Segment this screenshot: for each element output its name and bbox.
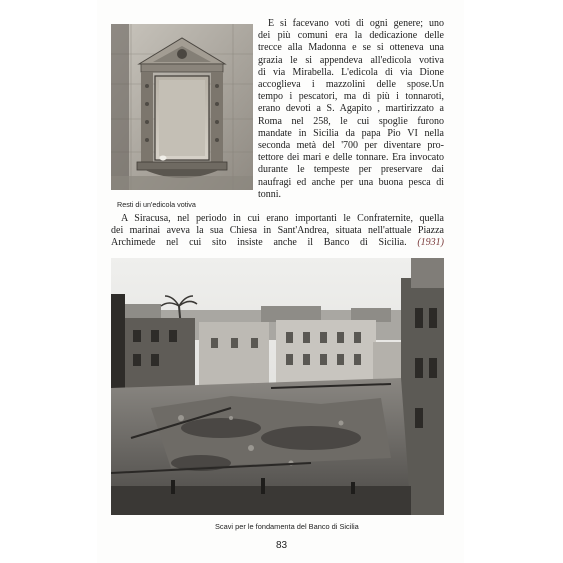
text-line: dei più comuni era la dedicazione delle [258,30,444,42]
top-figure-caption: Resti di un'edicola votiva [117,200,196,209]
text-line: tempo i pescatori, ma di più i tonnaroti, [258,91,444,103]
text-line: di via Mirabella. L'edicola di via Dione [258,66,444,78]
bottom-figure-caption: Scavi per le fondamenta del Banco di Sicilia [215,522,359,531]
votive-aedicula-photo [111,24,253,190]
paragraph-line: dei marinai aveva la sua Chiesa in Sant'Andrea, situata nell'attuale Piazza [111,225,444,237]
text-line: grazia le si appendeva all'edicola votiva [258,54,444,66]
page-number: 83 [275,540,288,551]
text-line: durante le tempeste per preservare dai [258,164,444,176]
text-line: tonni. [258,188,282,200]
text-line: accoglieva i mazzolini delle spose.Un [258,79,444,91]
right-column-text [258,18,444,201]
text-line: mandate in Sicilia da papa Pio VI nella [258,127,444,139]
excavation-photo [111,258,444,515]
text-line: erano devoti a S. Agapito , martirizzato a [258,103,444,115]
text-line: seconda metà del '700 per diventare pro- [258,140,444,152]
paragraph-last-line [111,237,444,249]
text-line: tettore dei mari e delle tonnare. Era invocato [258,152,444,164]
paragraph-line: A Siracusa, nel periodo in cui erano importanti le Confraternite, quella [121,213,444,224]
year-annotation: (1931) [417,237,445,249]
text-line: E si facevano voti di ogni genere; uno [268,18,444,29]
confraternite-paragraph [111,213,444,250]
paragraph-line: Archimede nel cui sito insiste anche il Banco di Sicilia. [111,237,407,249]
text-line: naufragi ed anche per una buona pesca di [258,176,444,188]
text-line: trecce alla Madonna e se si otteneva una [258,42,444,54]
text-line: Roma nel 258, le cui spoglie furono [258,115,444,127]
